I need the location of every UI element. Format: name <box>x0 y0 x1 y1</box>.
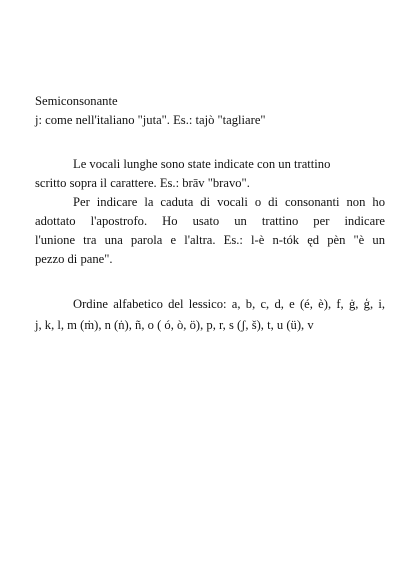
paragraph-1-line-2: scritto sopra il carattere. Es.: brāv "bravo". <box>35 176 250 190</box>
paragraph-1-line-1: Le vocali lunghe sono state indicate con un trattino <box>73 157 331 171</box>
paragraph-2-line-3: l'unione tra una parola e l'altra. Es.: l-è n-tók ęd pèn "è un <box>35 233 385 247</box>
paragraph-3-line-1: Ordine alfabetico del lessico: a, b, c, d, e (é, è), f, ġ, ģ, i, <box>73 297 385 311</box>
paragraph-2-line-2: adottato l'apostrofo. Ho usato un trattino per indicare <box>35 214 385 228</box>
section-heading: Semiconsonante <box>35 94 118 108</box>
paragraph-3-line-2: j, k, l, m (ṁ), n (ṅ), ñ, o ( ó, ò, ö), p, r, s (ʃ, š), t, u (ü), v <box>35 318 314 332</box>
paragraph-2-line-1: Per indicare la caduta di vocali o di consonanti non ho <box>73 195 385 209</box>
paragraph-2-line-4: pezzo di pane". <box>35 252 113 266</box>
j-definition-line: j: come nell'italiano "juta". Es.: tajò "tagliare" <box>35 113 266 127</box>
